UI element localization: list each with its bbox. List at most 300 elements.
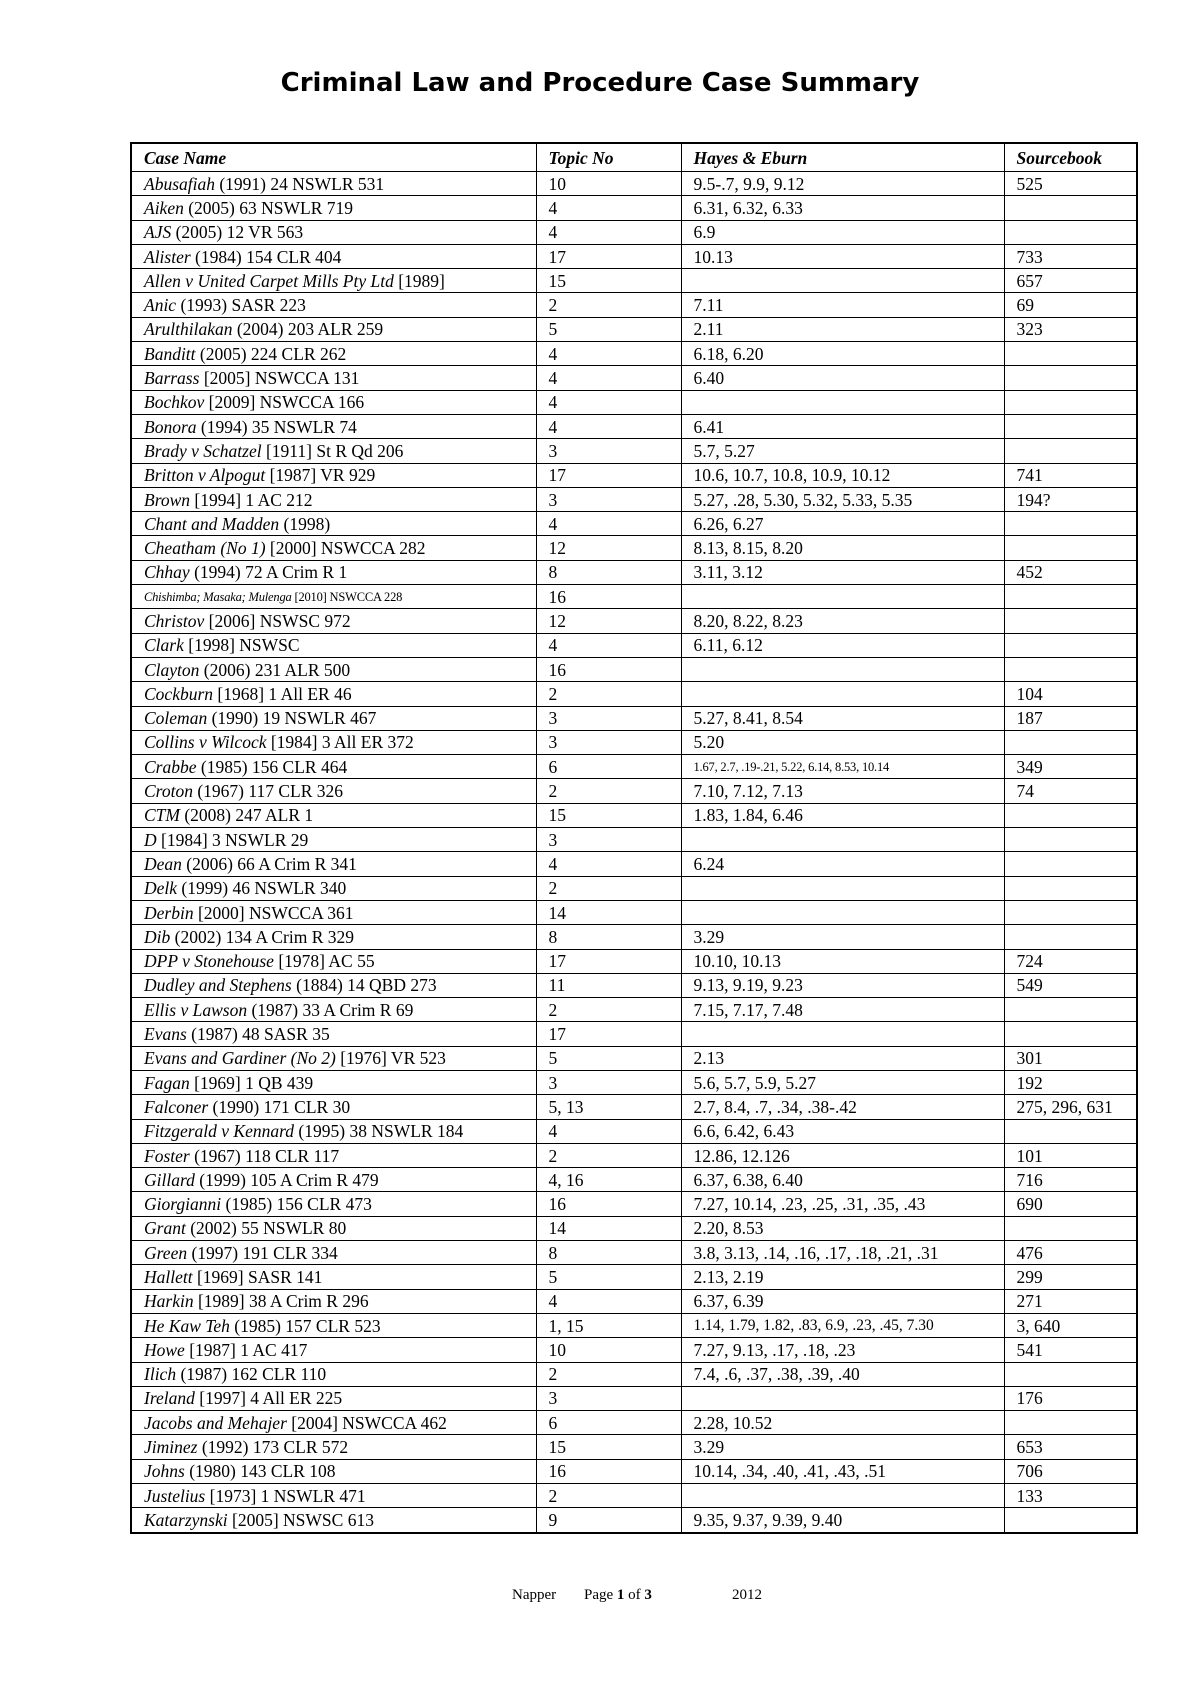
table-row xyxy=(131,1070,1137,1094)
case-name-cell xyxy=(131,1119,536,1143)
case-name-cell xyxy=(131,463,536,487)
topic-no-cell: 4 xyxy=(536,220,681,244)
case-name-cell xyxy=(131,998,536,1022)
hayes-eburn-cell xyxy=(681,657,1004,681)
sourcebook-cell: 104 xyxy=(1004,682,1137,706)
case-name-cell xyxy=(131,1411,536,1435)
case-name-cell xyxy=(131,390,536,414)
table-row xyxy=(131,269,1137,293)
sourcebook-cell xyxy=(1004,828,1137,852)
case-name-cell xyxy=(131,512,536,536)
table-row xyxy=(131,463,1137,487)
hayes-eburn-cell: 7.10, 7.12, 7.13 xyxy=(681,779,1004,803)
page-title: Criminal Law and Procedure Case Summary xyxy=(280,68,920,98)
case-name-cell xyxy=(131,1168,536,1192)
case-citation: (1985) 157 CLR 523 xyxy=(229,1315,381,1336)
case-name: Brady v Schatzel xyxy=(144,440,262,461)
case-name-cell xyxy=(131,973,536,997)
column-header-case-name: Case Name xyxy=(131,143,536,172)
sourcebook-cell xyxy=(1004,512,1137,536)
case-name-cell xyxy=(131,196,536,220)
topic-no-cell: 1, 15 xyxy=(536,1313,681,1337)
case-name: Ellis v Lawson xyxy=(144,999,248,1020)
hayes-eburn-cell: 2.28, 10.52 xyxy=(681,1411,1004,1435)
hayes-eburn-cell: 1.83, 1.84, 6.46 xyxy=(681,803,1004,827)
case-name-cell xyxy=(131,949,536,973)
hayes-eburn-cell xyxy=(681,1022,1004,1046)
case-name: AJS xyxy=(144,222,172,243)
topic-no-cell: 8 xyxy=(536,925,681,949)
sourcebook-cell: 541 xyxy=(1004,1338,1137,1362)
case-name: He Kaw Teh xyxy=(144,1315,230,1336)
topic-no-cell: 4 xyxy=(536,633,681,657)
case-name: Johns xyxy=(144,1461,185,1482)
topic-no-cell: 4, 16 xyxy=(536,1168,681,1192)
case-name-cell xyxy=(131,925,536,949)
case-name-cell xyxy=(131,803,536,827)
case-citation: (1990) 171 CLR 30 xyxy=(208,1096,351,1117)
topic-no-cell: 17 xyxy=(536,244,681,268)
case-citation: [1987] VR 929 xyxy=(265,465,376,486)
topic-no-cell: 5 xyxy=(536,317,681,341)
table-row xyxy=(131,1508,1137,1533)
case-citation: [1978] AC 55 xyxy=(273,951,375,972)
topic-no-cell: 14 xyxy=(536,900,681,924)
case-name: Evans xyxy=(144,1024,187,1045)
case-name: Fagan xyxy=(144,1072,190,1093)
sourcebook-cell: 194? xyxy=(1004,487,1137,511)
case-citation: (1993) SASR 223 xyxy=(176,295,306,316)
case-citation: (1991) 24 NSWLR 531 xyxy=(214,173,385,194)
table-row xyxy=(131,1192,1137,1216)
case-name-cell xyxy=(131,1289,536,1313)
topic-no-cell: 3 xyxy=(536,439,681,463)
case-name: Dean xyxy=(144,853,182,874)
sourcebook-cell: 525 xyxy=(1004,172,1137,196)
table-row xyxy=(131,487,1137,511)
case-name-cell xyxy=(131,220,536,244)
topic-no-cell: 3 xyxy=(536,1386,681,1410)
sourcebook-cell: 69 xyxy=(1004,293,1137,317)
case-name: Foster xyxy=(144,1145,190,1166)
sourcebook-cell xyxy=(1004,925,1137,949)
case-citation: (1884) 14 QBD 273 xyxy=(291,975,437,996)
hayes-eburn-cell xyxy=(681,1484,1004,1508)
case-name-cell xyxy=(131,1508,536,1533)
topic-no-cell: 2 xyxy=(536,293,681,317)
case-name-cell xyxy=(131,342,536,366)
table-row xyxy=(131,1046,1137,1070)
case-name: Barrass xyxy=(144,368,200,389)
case-name-cell xyxy=(131,706,536,730)
case-citation: (1987) 162 CLR 110 xyxy=(176,1364,327,1385)
sourcebook-cell xyxy=(1004,536,1137,560)
table-row xyxy=(131,876,1137,900)
case-citation: [1994] 1 AC 212 xyxy=(190,489,313,510)
case-citation: [2000] NSWCCA 361 xyxy=(193,902,354,923)
table-row xyxy=(131,755,1137,779)
sourcebook-cell: 192 xyxy=(1004,1070,1137,1094)
hayes-eburn-cell: 6.6, 6.42, 6.43 xyxy=(681,1119,1004,1143)
topic-no-cell: 3 xyxy=(536,1070,681,1094)
case-citation: (1967) 117 CLR 326 xyxy=(192,781,343,802)
case-citation: (1985) 156 CLR 464 xyxy=(196,756,348,777)
sourcebook-cell xyxy=(1004,390,1137,414)
hayes-eburn-cell xyxy=(681,390,1004,414)
case-citation: [1976] VR 523 xyxy=(335,1048,446,1069)
sourcebook-cell xyxy=(1004,730,1137,754)
hayes-eburn-cell: 9.5-.7, 9.9, 9.12 xyxy=(681,172,1004,196)
case-name: Dib xyxy=(144,926,171,947)
table-row xyxy=(131,244,1137,268)
sourcebook-cell xyxy=(1004,1411,1137,1435)
case-citation: [1969] 1 QB 439 xyxy=(189,1072,314,1093)
topic-no-cell: 16 xyxy=(536,1459,681,1483)
case-name-cell xyxy=(131,1022,536,1046)
sourcebook-cell: 187 xyxy=(1004,706,1137,730)
topic-no-cell: 17 xyxy=(536,1022,681,1046)
case-citation: (2005) 63 NSWLR 719 xyxy=(183,197,353,218)
hayes-eburn-cell: 10.6, 10.7, 10.8, 10.9, 10.12 xyxy=(681,463,1004,487)
case-name: Croton xyxy=(144,781,193,802)
table-row xyxy=(131,1119,1137,1143)
sourcebook-cell xyxy=(1004,852,1137,876)
case-name-cell xyxy=(131,682,536,706)
hayes-eburn-cell: 6.26, 6.27 xyxy=(681,512,1004,536)
topic-no-cell: 4 xyxy=(536,342,681,366)
case-name-cell xyxy=(131,536,536,560)
table-row xyxy=(131,609,1137,633)
sourcebook-cell: 724 xyxy=(1004,949,1137,973)
sourcebook-cell xyxy=(1004,585,1137,609)
sourcebook-cell: 706 xyxy=(1004,1459,1137,1483)
case-name: Clark xyxy=(144,635,184,656)
topic-no-cell: 16 xyxy=(536,1192,681,1216)
hayes-eburn-cell xyxy=(681,585,1004,609)
hayes-eburn-cell: 1.67, 2.7, .19-.21, 5.22, 6.14, 8.53, 10.14 xyxy=(681,755,1004,779)
case-name: Derbin xyxy=(144,902,194,923)
footer-page-current: 1 xyxy=(616,1587,625,1603)
topic-no-cell: 8 xyxy=(536,560,681,584)
case-name-cell xyxy=(131,633,536,657)
case-citation: (1985) 156 CLR 473 xyxy=(221,1194,372,1215)
topic-no-cell: 3 xyxy=(536,730,681,754)
hayes-eburn-cell xyxy=(681,900,1004,924)
case-name: Ilich xyxy=(144,1364,177,1385)
sourcebook-cell xyxy=(1004,998,1137,1022)
table-row xyxy=(131,293,1137,317)
hayes-eburn-cell: 7.27, 9.13, .17, .18, .23 xyxy=(681,1338,1004,1362)
table-row xyxy=(131,657,1137,681)
sourcebook-cell xyxy=(1004,196,1137,220)
table-row xyxy=(131,998,1137,1022)
topic-no-cell: 12 xyxy=(536,609,681,633)
case-name-cell xyxy=(131,1313,536,1337)
topic-no-cell: 2 xyxy=(536,682,681,706)
table-row xyxy=(131,172,1137,196)
case-name-cell xyxy=(131,244,536,268)
case-citation: [1984] 3 All ER 372 xyxy=(266,732,414,753)
table-row xyxy=(131,1338,1137,1362)
case-name: Jacobs and Mehajer xyxy=(144,1412,287,1433)
hayes-eburn-cell: 5.7, 5.27 xyxy=(681,439,1004,463)
hayes-eburn-cell: 6.40 xyxy=(681,366,1004,390)
case-citation: [1997] 4 All ER 225 xyxy=(194,1388,343,1409)
footer-year: 2012 xyxy=(732,1587,762,1603)
table-row xyxy=(131,1095,1137,1119)
topic-no-cell: 10 xyxy=(536,1338,681,1362)
case-name-cell xyxy=(131,1484,536,1508)
hayes-eburn-cell: 6.37, 6.39 xyxy=(681,1289,1004,1313)
case-citation: [2006] NSWSC 972 xyxy=(204,610,351,631)
hayes-eburn-cell: 12.86, 12.126 xyxy=(681,1143,1004,1167)
table-row xyxy=(131,706,1137,730)
case-name-cell xyxy=(131,585,536,609)
case-name: D xyxy=(144,829,157,850)
table-row xyxy=(131,342,1137,366)
case-citation: (1987) 33 A Crim R 69 xyxy=(247,999,414,1020)
case-name: Coleman xyxy=(144,708,208,729)
topic-no-cell: 3 xyxy=(536,706,681,730)
table-row xyxy=(131,1484,1137,1508)
sourcebook-cell: 690 xyxy=(1004,1192,1137,1216)
topic-no-cell: 4 xyxy=(536,414,681,438)
table-row xyxy=(131,536,1137,560)
hayes-eburn-cell: 3.11, 3.12 xyxy=(681,560,1004,584)
hayes-eburn-cell: 5.27, .28, 5.30, 5.32, 5.33, 5.35 xyxy=(681,487,1004,511)
case-name: Allen v United Carpet Mills Pty Ltd xyxy=(144,270,394,291)
topic-no-cell: 3 xyxy=(536,487,681,511)
sourcebook-cell xyxy=(1004,414,1137,438)
case-citation: [2005] NSWSC 613 xyxy=(227,1509,374,1530)
case-citation: [1969] SASR 141 xyxy=(192,1267,323,1287)
case-name: Cheatham (No 1) xyxy=(144,538,266,559)
topic-no-cell: 2 xyxy=(536,1143,681,1167)
table-row xyxy=(131,973,1137,997)
hayes-eburn-cell: 10.10, 10.13 xyxy=(681,949,1004,973)
case-name-cell xyxy=(131,1046,536,1070)
sourcebook-cell xyxy=(1004,633,1137,657)
table-row xyxy=(131,1022,1137,1046)
case-name-cell xyxy=(131,755,536,779)
case-citation: [1989] xyxy=(393,270,445,291)
hayes-eburn-cell xyxy=(681,876,1004,900)
topic-no-cell: 4 xyxy=(536,390,681,414)
case-table-body xyxy=(131,172,1137,1533)
case-name-cell xyxy=(131,269,536,293)
topic-no-cell: 16 xyxy=(536,585,681,609)
case-citation: [2005] NSWCCA 131 xyxy=(199,368,360,389)
case-name: Bonora xyxy=(144,416,197,437)
case-name-cell xyxy=(131,172,536,196)
topic-no-cell: 6 xyxy=(536,1411,681,1435)
hayes-eburn-cell: 2.13 xyxy=(681,1046,1004,1070)
case-name-cell xyxy=(131,293,536,317)
table-row xyxy=(131,1168,1137,1192)
topic-no-cell: 16 xyxy=(536,657,681,681)
topic-no-cell: 4 xyxy=(536,852,681,876)
case-name: Christov xyxy=(144,610,205,631)
case-name: Bochkov xyxy=(144,392,205,413)
case-name-cell xyxy=(131,609,536,633)
case-citation: (1992) 173 CLR 572 xyxy=(197,1437,349,1458)
case-name-cell xyxy=(131,439,536,463)
sourcebook-cell xyxy=(1004,609,1137,633)
sourcebook-cell xyxy=(1004,439,1137,463)
case-citation: (2002) 55 NSWLR 80 xyxy=(185,1218,347,1239)
case-name-cell xyxy=(131,1095,536,1119)
footer-page-total: 3 xyxy=(644,1587,652,1603)
table-row xyxy=(131,1265,1137,1289)
table-row xyxy=(131,1435,1137,1459)
case-name-cell xyxy=(131,560,536,584)
table-row xyxy=(131,1362,1137,1386)
table-row xyxy=(131,949,1137,973)
sourcebook-cell xyxy=(1004,1508,1137,1533)
case-name: Delk xyxy=(144,878,178,899)
footer-page-of: of xyxy=(624,1587,645,1603)
sourcebook-cell xyxy=(1004,1022,1137,1046)
topic-no-cell: 15 xyxy=(536,1435,681,1459)
case-name-cell xyxy=(131,317,536,341)
case-name: DPP v Stonehouse xyxy=(144,951,274,972)
case-citation: (1995) 38 NSWLR 184 xyxy=(294,1121,464,1142)
hayes-eburn-cell xyxy=(681,1386,1004,1410)
table-row xyxy=(131,512,1137,536)
sourcebook-cell: 657 xyxy=(1004,269,1137,293)
table-row xyxy=(131,220,1137,244)
sourcebook-cell: 299 xyxy=(1004,1265,1137,1289)
hayes-eburn-cell xyxy=(681,828,1004,852)
case-name-cell xyxy=(131,1459,536,1483)
case-name: Giorgianni xyxy=(144,1194,222,1215)
case-name: Collins v Wilcock xyxy=(144,732,267,753)
sourcebook-cell: 741 xyxy=(1004,463,1137,487)
table-row xyxy=(131,803,1137,827)
hayes-eburn-cell xyxy=(681,682,1004,706)
hayes-eburn-cell: 7.4, .6, .37, .38, .39, .40 xyxy=(681,1362,1004,1386)
sourcebook-cell xyxy=(1004,876,1137,900)
case-name-cell xyxy=(131,1435,536,1459)
hayes-eburn-cell: 8.20, 8.22, 8.23 xyxy=(681,609,1004,633)
table-row xyxy=(131,730,1137,754)
case-name-cell xyxy=(131,1192,536,1216)
case-citation: (1967) 118 CLR 117 xyxy=(189,1145,340,1166)
case-name-cell xyxy=(131,1070,536,1094)
table-row xyxy=(131,366,1137,390)
topic-no-cell: 5, 13 xyxy=(536,1095,681,1119)
case-name-cell xyxy=(131,1265,536,1289)
hayes-eburn-cell: 6.37, 6.38, 6.40 xyxy=(681,1168,1004,1192)
table-row xyxy=(131,585,1137,609)
case-citation: (2004) 203 ALR 259 xyxy=(232,319,384,340)
topic-no-cell: 15 xyxy=(536,269,681,293)
sourcebook-cell: 733 xyxy=(1004,244,1137,268)
sourcebook-cell: 323 xyxy=(1004,317,1137,341)
case-name: Aiken xyxy=(144,197,184,218)
hayes-eburn-cell: 3.29 xyxy=(681,1435,1004,1459)
hayes-eburn-cell: 8.13, 8.15, 8.20 xyxy=(681,536,1004,560)
case-citation: (2008) 247 ALR 1 xyxy=(179,805,314,826)
topic-no-cell: 2 xyxy=(536,779,681,803)
topic-no-cell: 10 xyxy=(536,172,681,196)
case-citation: (2006) 66 A Crim R 341 xyxy=(181,853,357,874)
case-name: Arulthilakan xyxy=(144,319,233,340)
case-citation: [2000] NSWCCA 282 xyxy=(265,538,426,559)
case-name: Green xyxy=(144,1242,188,1263)
case-name-cell xyxy=(131,779,536,803)
table-row xyxy=(131,828,1137,852)
case-name-cell xyxy=(131,1338,536,1362)
table-header-row xyxy=(131,143,1137,172)
hayes-eburn-cell: 5.20 xyxy=(681,730,1004,754)
topic-no-cell: 11 xyxy=(536,973,681,997)
case-name: Howe xyxy=(144,1339,185,1360)
sourcebook-cell: 452 xyxy=(1004,560,1137,584)
table-row xyxy=(131,414,1137,438)
table-row xyxy=(131,1289,1137,1313)
case-citation: (1994) 35 NSWLR 74 xyxy=(196,416,357,437)
table-row xyxy=(131,682,1137,706)
case-citation: (1987) 48 SASR 35 xyxy=(186,1024,330,1045)
sourcebook-cell xyxy=(1004,1119,1137,1143)
case-citation: (2005) 224 CLR 262 xyxy=(195,343,347,364)
topic-no-cell: 6 xyxy=(536,755,681,779)
sourcebook-cell: 271 xyxy=(1004,1289,1137,1313)
case-name: Fitzgerald v Kennard xyxy=(144,1121,295,1142)
topic-no-cell: 12 xyxy=(536,536,681,560)
case-name-cell xyxy=(131,1241,536,1265)
table-row xyxy=(131,1411,1137,1435)
sourcebook-cell: 349 xyxy=(1004,755,1137,779)
case-name: Falconer xyxy=(144,1096,209,1117)
case-citation: [2004] NSWCCA 462 xyxy=(286,1412,447,1433)
sourcebook-cell: 301 xyxy=(1004,1046,1137,1070)
hayes-eburn-cell: 2.11 xyxy=(681,317,1004,341)
case-citation: (1999) 105 A Crim R 479 xyxy=(194,1169,379,1190)
case-name-cell xyxy=(131,852,536,876)
case-name-cell xyxy=(131,730,536,754)
topic-no-cell: 4 xyxy=(536,196,681,220)
hayes-eburn-cell: 7.27, 10.14, .23, .25, .31, .35, .43 xyxy=(681,1192,1004,1216)
case-citation: (1990) 19 NSWLR 467 xyxy=(207,708,377,729)
sourcebook-cell: 3, 640 xyxy=(1004,1313,1137,1337)
topic-no-cell: 5 xyxy=(536,1046,681,1070)
topic-no-cell: 2 xyxy=(536,876,681,900)
hayes-eburn-cell: 6.18, 6.20 xyxy=(681,342,1004,366)
topic-no-cell: 17 xyxy=(536,949,681,973)
footer-author: Napper xyxy=(512,1587,557,1603)
sourcebook-cell xyxy=(1004,1362,1137,1386)
case-citation: [1984] 3 NSWLR 29 xyxy=(156,829,309,850)
hayes-eburn-cell: 10.14, .34, .40, .41, .43, .51 xyxy=(681,1459,1004,1483)
table-row xyxy=(131,633,1137,657)
case-name: Brown xyxy=(144,489,191,510)
case-name-cell xyxy=(131,1216,536,1240)
table-row xyxy=(131,390,1137,414)
hayes-eburn-cell: 6.41 xyxy=(681,414,1004,438)
case-name-cell xyxy=(131,487,536,511)
case-name-cell xyxy=(131,900,536,924)
table-row xyxy=(131,779,1137,803)
case-name: Chhay xyxy=(144,562,190,583)
topic-no-cell: 2 xyxy=(536,1484,681,1508)
case-citation: [1998] NSWSC xyxy=(183,635,300,656)
case-name: Anic xyxy=(144,295,177,316)
case-citation: [1989] 38 A Crim R 296 xyxy=(193,1291,369,1312)
table-row xyxy=(131,925,1137,949)
case-citation: [1911] St R Qd 206 xyxy=(261,440,404,461)
